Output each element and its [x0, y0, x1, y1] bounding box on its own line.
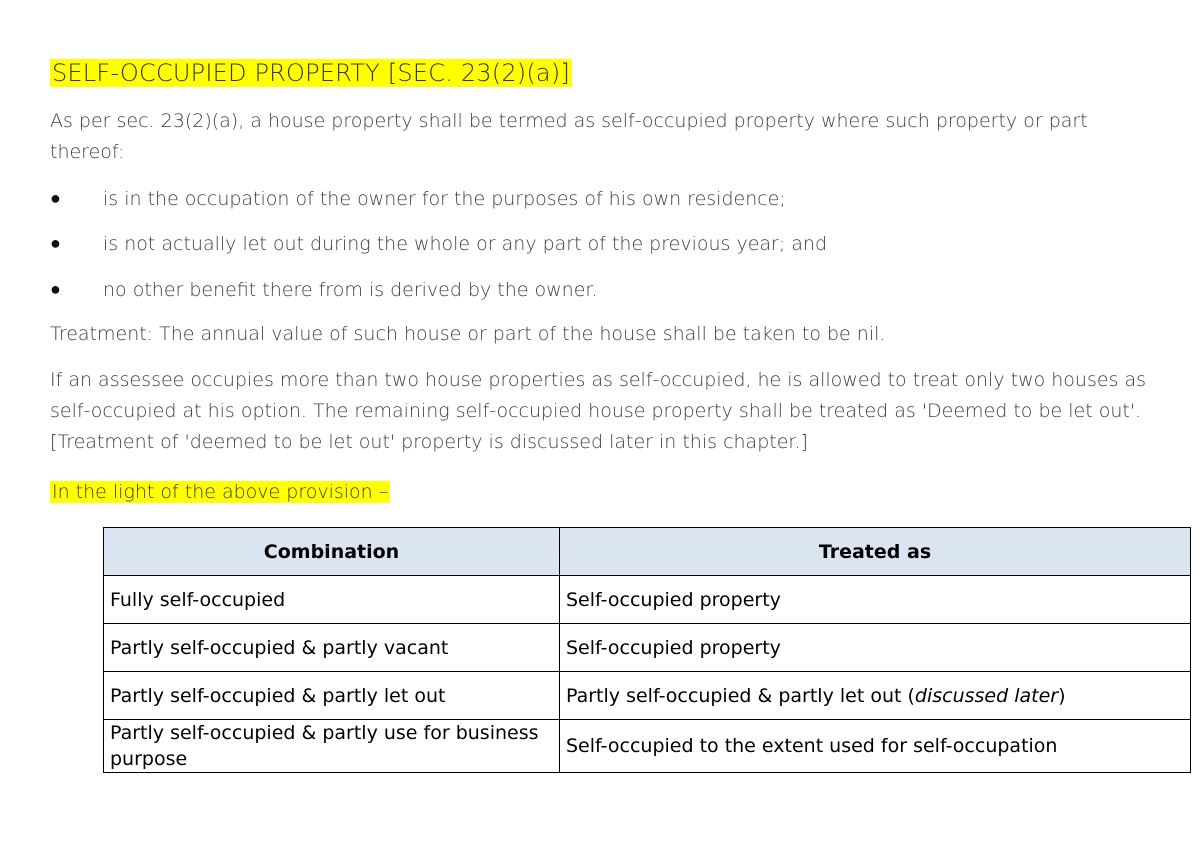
column-header-combination: Combination — [104, 528, 560, 576]
table-row — [104, 720, 1191, 773]
heading-highlight: SELF-OCCUPIED PROPERTY [SEC. 23(2)(a)] — [52, 59, 570, 87]
treated-as-emphasis: discussed later — [914, 684, 1059, 707]
provision-lead-in — [50, 477, 1160, 508]
combination-table — [103, 527, 1191, 773]
treatment-paragraph: Treatment: The annual value of such house or part of the house shall be taken to be nil. — [50, 323, 886, 345]
bullet-text: is in the occupation of the owner for the purposes of his own residence; — [103, 188, 786, 210]
bullet-icon: ● — [50, 188, 61, 209]
column-header-treated-as: Treated as — [560, 528, 1191, 576]
more-than-two-paragraph: If an assessee occupies more than two house properties as self-occupied, he is allowed to treat only two houses as self-occupied at his option. The remaining self-occupied house property shall be treated as 'Deemed to be let out'. [Treatment of 'deemed to be let out' property is discussed later in this chapter.] — [50, 369, 1147, 453]
table-row — [104, 576, 1191, 624]
provision-highlight: In the light of the above provision – — [52, 481, 389, 503]
bullet-text: no other benefit there from is derived by the owner. — [103, 279, 598, 301]
cell-treated-as — [560, 672, 1191, 720]
section-heading — [50, 56, 572, 90]
bullet-icon: ● — [50, 279, 61, 300]
cell-treated-as: Self-occupied property — [560, 576, 1191, 624]
intro-paragraph: As per sec. 23(2)(a), a house property shall be termed as self-occupied property where such property or part thereof: — [50, 110, 1088, 163]
treated-as-suffix: ) — [1058, 684, 1066, 707]
table-header-row — [104, 528, 1191, 576]
bullet-text: is not actually let out during the whole or any part of the previous year; and — [103, 233, 828, 255]
bullet-icon: ● — [50, 233, 61, 254]
table-row — [104, 624, 1191, 672]
table-row — [104, 672, 1191, 720]
treated-as-prefix: Partly self-occupied & partly let out ( — [566, 684, 915, 707]
cell-combination: Partly self-occupied & partly use for business purpose — [104, 720, 560, 773]
cell-combination: Partly self-occupied & partly vacant — [104, 624, 560, 672]
cell-combination: Fully self-occupied — [104, 576, 560, 624]
cell-treated-as: Self-occupied property — [560, 624, 1191, 672]
cell-treated-as: Self-occupied to the extent used for self-occupation — [560, 720, 1191, 773]
cell-combination: Partly self-occupied & partly let out — [104, 672, 560, 720]
